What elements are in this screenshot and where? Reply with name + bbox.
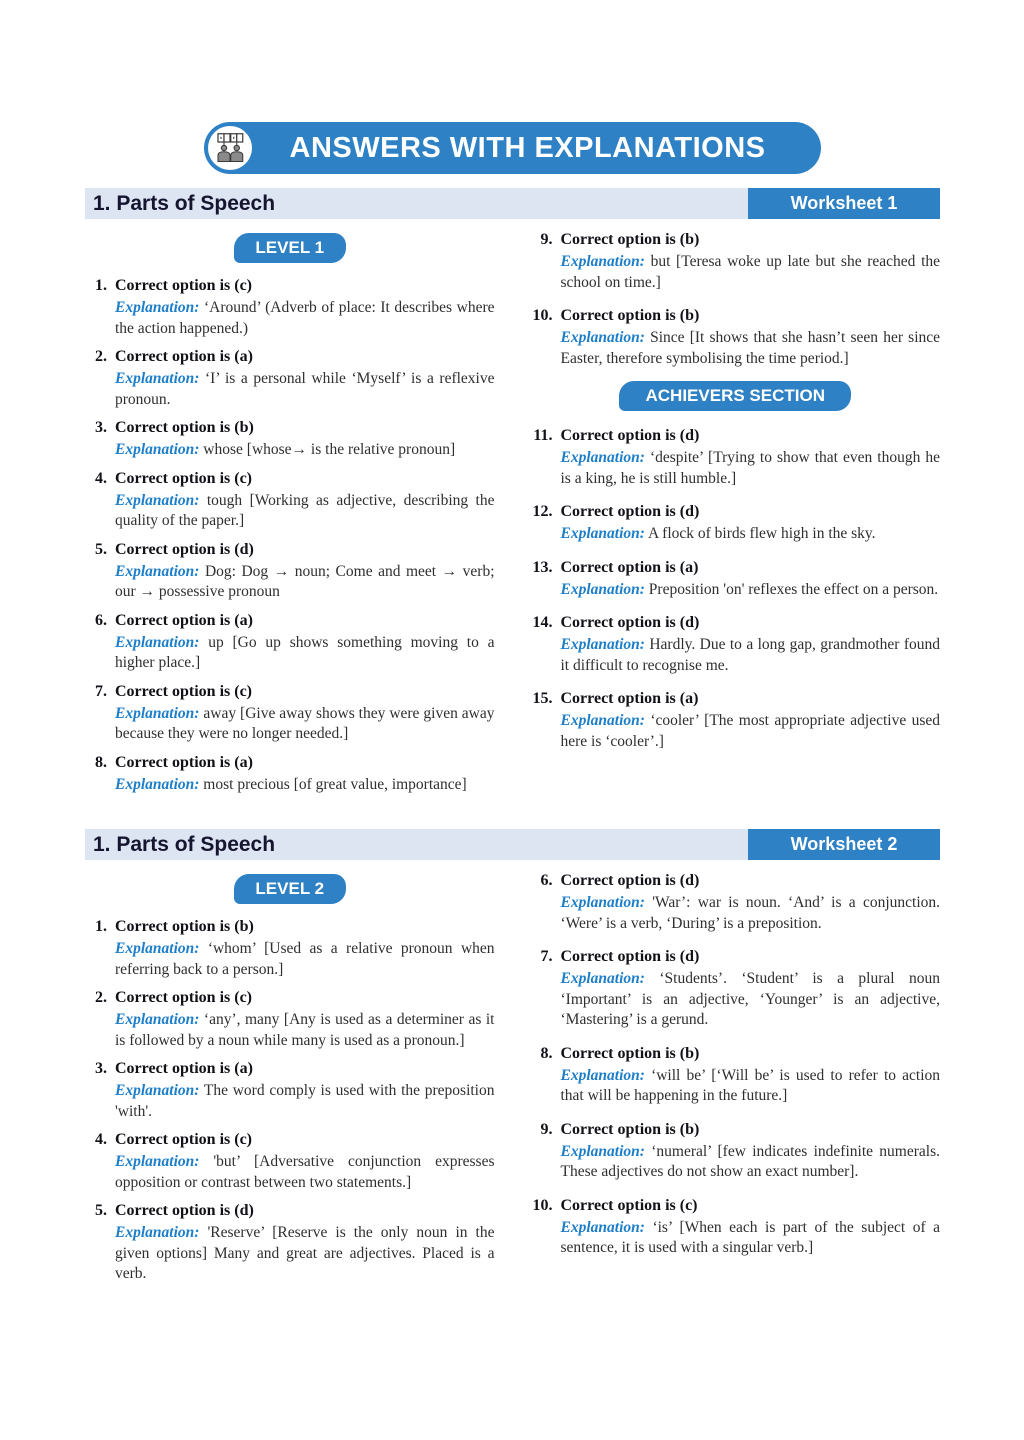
- explanation: [115, 440, 495, 461]
- answer-item: [531, 1043, 941, 1107]
- answer-item: [85, 1129, 495, 1193]
- level-badge: LEVEL 2: [234, 874, 346, 904]
- item-number: 2.: [95, 348, 107, 365]
- explanation: [115, 1152, 495, 1193]
- explanation-label: Explanation:: [560, 449, 645, 466]
- answer-item: [85, 610, 495, 674]
- answer-item: [531, 229, 941, 293]
- answer-item: [85, 752, 495, 796]
- answer-item: [85, 987, 495, 1051]
- explanation-text: ‘numeral’ [few indicates indefinite numerals. These adjectives do not show an exact number].: [560, 1142, 941, 1180]
- item-number: 14.: [532, 614, 553, 631]
- explanation-text: ‘Around’ (Adverb of place: It describes where the action happened.): [115, 299, 495, 337]
- explanation-label: Explanation:: [560, 525, 645, 542]
- explanation-text: ‘cooler’ [The most appropriate adjective used here is ‘cooler’.]: [560, 712, 940, 750]
- explanation: [115, 704, 495, 745]
- item-number: 5.: [95, 540, 107, 558]
- section-header: [85, 829, 940, 860]
- item-number: 4.: [95, 1131, 107, 1148]
- explanation-label: Explanation:: [560, 253, 645, 270]
- achievers-badge: ACHIEVERS SECTION: [619, 381, 851, 411]
- explanation-label: Explanation:: [560, 1218, 645, 1236]
- explanation-text: 'Reserve’ [Reserve is the only noun in the given options] Many and great are adjectives. Placed is a verb.: [115, 1224, 495, 1282]
- answer-line: Correct option is (c): [115, 682, 252, 700]
- answer-line: Correct option is (b): [560, 1120, 700, 1138]
- section-title: 1. Parts of Speech: [93, 191, 276, 215]
- explanation-text: 'but’ [Adversative conjunction expresses opposition or contrast between two statements.]: [115, 1153, 495, 1191]
- item-number: 3.: [95, 419, 107, 436]
- item-number: 6.: [95, 611, 107, 629]
- worksheet-badge: Worksheet 1: [748, 188, 940, 219]
- explanation: [115, 633, 495, 674]
- explanation: [115, 1010, 495, 1051]
- explanation: [561, 969, 941, 1031]
- answer-item: [531, 946, 941, 1031]
- explanation-text: Since [It shows that she hasn’t seen her since Easter, therefore symbolising the time period.]: [560, 329, 940, 367]
- explanation-label: Explanation:: [115, 1224, 200, 1241]
- explanation: [561, 448, 941, 489]
- banner-title: ANSWERS WITH EXPLANATIONS: [289, 131, 766, 164]
- item-number: 8.: [95, 753, 107, 771]
- answer-item: [85, 681, 495, 745]
- explanation-text: 'War’: war is noun. ‘And’ is a conjunction. ‘Were’ is a verb, ‘During’ is a preposition.: [560, 894, 940, 932]
- answer-line: Correct option is (a): [115, 348, 253, 365]
- item-number: 11.: [533, 427, 553, 444]
- explanation: [115, 1081, 495, 1122]
- answer-line: Correct option is (d): [115, 1202, 254, 1219]
- explanation-label: Explanation:: [115, 562, 200, 580]
- explanation-label: Explanation:: [560, 1066, 645, 1084]
- explanation-text: but [Teresa woke up late but she reached the school on time.]: [560, 253, 940, 291]
- explanation: [115, 1223, 495, 1285]
- explanation-text: ‘whom’ [Used as a relative pronoun when referring back to a person.]: [115, 940, 495, 978]
- explanation-text: ‘is’ [When each is part of the subject of a sentence, it is used with a singular verb.]: [560, 1218, 941, 1256]
- answer-line: Correct option is (a): [115, 753, 253, 771]
- answer-item: [85, 1200, 495, 1285]
- item-number: 9.: [540, 1120, 553, 1138]
- explanation-text: ‘any’, many [Any is used as a determiner as it is followed by a noun while many is used as a pronoun.]: [115, 1011, 495, 1049]
- explanation: [115, 562, 495, 603]
- answer-item: [85, 346, 495, 410]
- explanation-label: Explanation:: [115, 370, 200, 387]
- answer-line: Correct option is (a): [560, 690, 699, 707]
- explanation-label: Explanation:: [115, 775, 200, 793]
- item-number: 7.: [95, 682, 107, 700]
- explanation-label: Explanation:: [115, 491, 200, 509]
- explanation-label: Explanation:: [115, 1082, 200, 1099]
- answers-list: [531, 229, 941, 369]
- explanation-label: Explanation:: [115, 633, 200, 651]
- explanation-label: Explanation:: [560, 1142, 645, 1160]
- answer-line: Correct option is (c): [115, 277, 252, 294]
- item-number: 13.: [532, 558, 553, 576]
- answer-line: Correct option is (d): [560, 872, 700, 889]
- answer-line: Correct option is (c): [115, 989, 252, 1006]
- answer-line: Correct option is (d): [560, 427, 700, 444]
- explanation: [561, 252, 941, 293]
- item-number: 4.: [95, 469, 107, 487]
- answer-line: Correct option is (c): [560, 1196, 698, 1214]
- answer-line: Correct option is (d): [560, 503, 700, 520]
- explanation: [561, 1066, 941, 1107]
- answer-item: [531, 501, 941, 545]
- explanation-text: Dog: Dog → noun; Come and meet → verb; our → possessive pronoun: [115, 562, 495, 600]
- answer-item: [531, 557, 941, 601]
- worksheet-2-section: [85, 829, 940, 1292]
- answer-item: [85, 275, 495, 339]
- explanation-text: away [Give away shows they were given away because they were no longer needed.]: [115, 704, 495, 742]
- explanation: [561, 1142, 941, 1183]
- answer-item: [85, 417, 495, 461]
- answer-line: Correct option is (d): [560, 948, 700, 965]
- answer-item: [531, 688, 941, 752]
- explanation: [561, 580, 941, 601]
- answer-item: [85, 916, 495, 980]
- explanation-text: ‘despite’ [Trying to show that even though he is a king, he is still humble.]: [560, 449, 940, 487]
- answer-line: Correct option is (b): [115, 918, 254, 935]
- explanation-text: up [Go up shows something moving to a higher place.]: [115, 633, 495, 671]
- explanation: [115, 491, 495, 532]
- explanation-text: A flock of birds flew high in the sky.: [647, 525, 876, 542]
- level-badge: LEVEL 1: [234, 233, 346, 263]
- explanation-label: Explanation:: [560, 580, 645, 598]
- explanation: [115, 939, 495, 980]
- explanation-label: Explanation:: [560, 894, 645, 911]
- item-number: 7.: [540, 948, 553, 965]
- answer-line: Correct option is (a): [560, 558, 699, 576]
- item-number: 3.: [95, 1060, 107, 1077]
- item-number: 1.: [95, 918, 107, 935]
- explanation-label: Explanation:: [115, 299, 200, 316]
- explanation: [561, 635, 941, 676]
- answer-item: [85, 539, 495, 603]
- item-number: 5.: [95, 1202, 107, 1219]
- answer-line: Correct option is (b): [115, 419, 254, 436]
- explanation-label: Explanation:: [560, 712, 645, 729]
- explanation-label: Explanation:: [115, 1153, 200, 1170]
- answer-line: Correct option is (c): [115, 469, 252, 487]
- answer-item: [531, 612, 941, 676]
- explanation: [561, 1218, 941, 1259]
- answer-item: [85, 1058, 495, 1122]
- explanation-text: most precious [of great value, importance]: [203, 775, 467, 793]
- explanation-label: Explanation:: [560, 970, 645, 987]
- answers-list: [531, 870, 941, 1259]
- worksheet-badge: Worksheet 2: [748, 829, 940, 860]
- answer-item: [531, 425, 941, 489]
- item-number: 10.: [532, 1196, 553, 1214]
- answers-banner: [204, 122, 821, 174]
- explanation-text: whose [whose→ is the relative pronoun]: [203, 441, 456, 458]
- explanation-label: Explanation:: [560, 636, 645, 653]
- explanation-text: tough [Working as adjective, describing the quality of the paper.]: [115, 491, 495, 529]
- answer-line: Correct option is (c): [115, 1131, 252, 1148]
- explanation-label: Explanation:: [560, 329, 645, 346]
- answer-line: Correct option is (d): [560, 614, 700, 631]
- explanation: [115, 775, 495, 796]
- explanation-text: Preposition 'on' reflexes the effect on a person.: [648, 580, 939, 598]
- item-number: 8.: [540, 1044, 553, 1062]
- readers-icon: [208, 126, 252, 170]
- item-number: 1.: [95, 277, 107, 294]
- explanation-text: The word comply is used with the preposition 'with'.: [115, 1082, 495, 1120]
- item-number: 10.: [532, 307, 553, 324]
- item-number: 15.: [532, 690, 553, 707]
- answer-item: [85, 468, 495, 532]
- explanation: [561, 893, 941, 934]
- answer-line: Correct option is (b): [560, 231, 700, 248]
- explanation: [561, 711, 941, 752]
- item-number: 2.: [95, 989, 107, 1006]
- answer-line: Correct option is (a): [115, 1060, 253, 1077]
- worksheet-1-section: [85, 188, 940, 829]
- answer-item: [531, 1195, 941, 1259]
- explanation: [561, 524, 941, 545]
- explanation: [561, 328, 941, 369]
- answer-line: Correct option is (d): [115, 540, 254, 558]
- answer-item: [531, 870, 941, 934]
- answers-list: [85, 916, 495, 1285]
- answer-item: [531, 305, 941, 369]
- item-number: 6.: [540, 872, 553, 889]
- answer-line: Correct option is (a): [115, 611, 253, 629]
- explanation-label: Explanation:: [115, 441, 200, 458]
- explanation-label: Explanation:: [115, 1011, 200, 1028]
- section-header: [85, 188, 940, 219]
- answers-list: [85, 275, 495, 795]
- explanation: [115, 298, 495, 339]
- explanation-text: Hardly. Due to a long gap, grandmother found it difficult to recognise me.: [560, 636, 940, 674]
- explanation-text: ‘will be’ [‘Will be’ is used to refer to action that will be happening in the future.]: [560, 1066, 941, 1104]
- section-title: 1. Parts of Speech: [93, 832, 276, 856]
- explanation-label: Explanation:: [115, 940, 200, 957]
- item-number: 9.: [540, 231, 553, 248]
- item-number: 12.: [532, 503, 553, 520]
- explanation-text: ‘Students’. ‘Student’ is a plural noun ‘Important’ is an adjective, ‘Younger’ is an adjective, ‘Mastering’ is a gerund.: [560, 970, 940, 1028]
- explanation-text: ‘I’ is a personal while ‘Myself’ is a reflexive pronoun.: [115, 370, 495, 408]
- answer-item: [531, 1119, 941, 1183]
- answer-line: Correct option is (b): [560, 1044, 700, 1062]
- answer-line: Correct option is (b): [560, 307, 700, 324]
- explanation-label: Explanation:: [115, 704, 200, 722]
- explanation: [115, 369, 495, 410]
- answers-list: [531, 425, 941, 752]
